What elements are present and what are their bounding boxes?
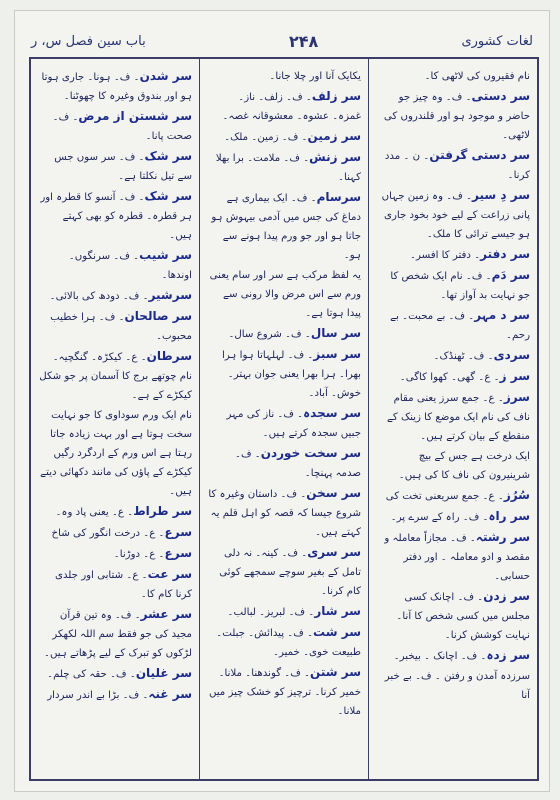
columns-container [31, 59, 537, 779]
column-right [369, 59, 537, 779]
dictionary-entry [376, 186, 530, 244]
entry-headword: سر رشتہ [475, 530, 530, 544]
entry-definition: نام ایک ورم سوداوی کا جو نہایت سخت ہوتا ہے اور بہت زیادہ جاتا رہتا ہے اس ورم کے اردگرد رگیں کیکڑے کے پاؤں کی مانند دکھائی دیتے ہیں۔ [40, 410, 192, 497]
entry-headword: سر د مہر [474, 308, 530, 322]
entry-headword: سرشیر [148, 288, 192, 302]
entry-headword: سر سبز [313, 347, 361, 361]
dictionary-entry [207, 543, 361, 601]
entry-definition: ۔ ف۔ وہ زمین جہاں پانی زراعت کے لیے خود بخود جاری ہو جیسے ترائی کا ملک۔ [381, 191, 530, 240]
entry-headword: سر سخن [306, 486, 361, 500]
entry-definition: ۔ ع۔ دوڑنا۔ [113, 549, 165, 560]
entry-definition: یہ لفظ مرکب ہے سر اور سام یعنی ورم سے اس مرض والا رونی سے پیدا ہوتا ہے۔ [209, 270, 361, 319]
entry-definition: ۔ دفتر کا افسر۔ [410, 250, 481, 261]
entry-headword: سر غنہ [148, 687, 192, 701]
dictionary-entry [207, 484, 361, 542]
column-middle [200, 59, 369, 779]
dictionary-entry [207, 324, 361, 344]
dictionary-entry [38, 523, 192, 543]
dictionary-entry [38, 565, 192, 604]
entry-headword: سر سخت خوردن [260, 446, 361, 460]
header-book-title: لغات کشوری [461, 33, 533, 49]
column-left [31, 59, 200, 779]
entry-headword: سر شستن از مرض [78, 109, 192, 123]
entry-definition: ۔ ف۔ اچانک ۔ بیخبر۔ [393, 651, 487, 662]
entry-definition: ۔ ع۔ گھی۔ کھوا کاگی۔ [399, 372, 500, 383]
entry-headword: سر عشر [140, 607, 192, 621]
entry-headword: سُرُز [503, 488, 530, 502]
dictionary-entry [376, 646, 530, 666]
dictionary-entry [38, 502, 192, 522]
entry-definition: ۔ ف۔ ایک بیماری ہے دماغ کی جس میں آدمی بیہوش ہو جاتا ہو اور جو ورم پیدا ہونے سے ہو۔ [211, 193, 361, 261]
entry-definition: ایک درخت ہے جس کے بیچ شرینیرون کی ناف کا کی ہیں۔ [398, 451, 530, 481]
dictionary-entry [38, 187, 192, 245]
entry-headword: سر زلف [311, 89, 361, 103]
dictionary-entry [207, 663, 361, 721]
entry-definition: ۔ ف۔ وہ تین قرآن مجید کی جو فقط سم اللہ لکھکر لڑکوں کو تبرک کے لیے پڑھاتے ہیں۔ [44, 610, 192, 659]
dictionary-entry [38, 664, 192, 684]
entry-definition: ۔ ف۔ صدمہ پہنچا۔ [234, 449, 361, 479]
dictionary-entry [207, 87, 361, 126]
entry-definition: ۔ ف۔ داستان وغیرہ کا شروع جیسا کہ قصہ کو اہل قلم یہ کہتے ہیں۔ [208, 489, 361, 538]
entry-headword: سر دِ سیر [472, 188, 530, 202]
entry-headword: سر عت [147, 567, 192, 581]
dictionary-entry [38, 406, 192, 501]
entry-definition: ۔ ف۔ اچانک کسی مجلس میں کسی شخص کا آنا۔ نہایت کوشش کرنا۔ [396, 592, 530, 641]
entry-headword: سر زمین [307, 129, 361, 143]
dictionary-entry [376, 67, 530, 86]
dictionary-entry [376, 346, 530, 366]
header-chapter-label: باب سین فصل س، ر [31, 33, 146, 49]
entry-definition: ۔ ن ۔ مدد کرنا۔ [384, 151, 530, 181]
entry-headword: سر شدن [139, 69, 192, 83]
entry-definition: ۔ ف۔ ہرا خطیب محبوب۔ [50, 312, 192, 342]
dictionary-entry [207, 623, 361, 662]
entry-definition: ۔ ف۔ ہونا۔ جاری ہوتا ہو اور بندوق وغیرہ کا چھوٹنا۔ [41, 72, 192, 102]
dictionary-entry [376, 266, 530, 305]
entry-definition: ۔ ف۔ صحت پانا۔ [52, 112, 192, 142]
entry-definition: ۔ ف۔ سرنگوں۔ اوندھا۔ [68, 251, 192, 281]
entry-definition: ۔ ف۔ آنسو کا قطرہ اور ہر قطرہ۔ قطرہ کو بھی کہتے ہیں۔ [40, 192, 192, 241]
entry-definition: ۔ ف۔ راہ کے سرے پر۔ [390, 512, 489, 523]
dictionary-entry [38, 307, 192, 346]
entry-headword: سر دستی [471, 89, 530, 103]
columns-frame [29, 57, 539, 781]
entry-definition: ۔ ع۔ شتابی اور جلدی کرنا کام کا۔ [54, 570, 192, 600]
dictionary-entry [207, 266, 361, 323]
entry-definition: ۔ ع۔ جمع سرز یعنی مقام ناف کی نام ایک موضع کا زینک کے منقطع کے بیان کرتے ہیں۔ [386, 393, 530, 442]
entry-headword: سرطان [146, 349, 192, 363]
dictionary-page [14, 10, 550, 792]
entry-definition: سرزدہ آمدن و رفتن ۔ ف۔ بے خبر آنا [384, 671, 530, 701]
dictionary-entry [376, 245, 530, 265]
entry-definition: ۔ ف۔ کینہ۔ نہ دلی تامل کے بغیر سوچے سمجھے کوئی کام کرنا۔ [219, 548, 361, 597]
entry-headword: سر شار [314, 604, 361, 618]
dictionary-entry [207, 444, 361, 483]
dictionary-entry [376, 667, 530, 705]
entry-headword: سر دستی گرفتن [429, 148, 530, 162]
entry-definition: ۔ ع۔ کیکڑہ۔ گنگچیہ۔ نام چوتھے برج کا آسمان پر جو شکل کیکڑے کے ہے۔ [39, 352, 192, 401]
entry-headword: سر ز [499, 369, 530, 383]
entry-headword: سر شک [144, 189, 192, 203]
entry-definition: ۔ ف۔ زلف۔ ناز۔ غمزہ۔ عشوہ۔ معشوقانہ غصہ۔ [222, 92, 361, 122]
entry-headword: سر شک [144, 149, 192, 163]
entry-definition: یکایک آنا اور چلا جانا۔ [269, 71, 361, 82]
entry-definition: ۔ ع۔ یعنی پاد وہ۔ [55, 507, 134, 518]
entry-headword: سر دفتر [480, 247, 530, 261]
entry-definition: ۔ ف۔ گوندھنا۔ ملانا۔ خمیر کرنا۔ ترچیز کو خشک چیز میں ملانا۔ [208, 668, 361, 717]
entry-definition: ۔ ع۔ جمع سریعنی تخت کی [385, 491, 504, 502]
entry-definition: ۔ ف۔ بے محبت۔ بے رحم۔ [390, 311, 530, 341]
dictionary-entry [376, 528, 530, 586]
dictionary-entry [38, 246, 192, 285]
dictionary-entry [207, 67, 361, 86]
entry-definition: ۔ ف۔ شروع سال۔ [228, 329, 311, 340]
dictionary-entry [207, 602, 361, 622]
entry-headword: سر طراط [133, 504, 192, 518]
entry-definition: ۔ ف۔ پیدائش۔ جبلت۔ طبیعت خوی۔ خمیر۔ [216, 628, 361, 658]
entry-definition: ۔ ف۔ وہ چیز جو حاضر و موجود ہو اور قلندروں کی لاٹھی۔ [383, 92, 530, 141]
entry-definition: ۔ ف۔ ملامت۔ برا بھلا کہنا۔ [215, 153, 361, 183]
entry-headword: سردی [493, 348, 530, 362]
entry-headword: سر سال [310, 326, 361, 340]
entry-headword: سر شت [313, 625, 361, 639]
page-header [31, 29, 533, 53]
dictionary-entry [207, 404, 361, 443]
entry-definition: ۔ ف۔ بڑا بے اندر سردار [47, 690, 149, 701]
dictionary-entry [38, 67, 192, 106]
entry-definition: ۔ ف۔ ٹھنڈک۔ [433, 351, 494, 362]
entry-headword: سر صالحان [124, 309, 192, 323]
entry-definition: ۔ ف۔ نام ایک شخص کا جو نہایت بد آواز تھا۔ [390, 271, 530, 301]
entry-headword: سر شتن [310, 665, 361, 679]
entry-headword: سر سری [307, 545, 361, 559]
entry-headword: سر زنش [309, 150, 361, 164]
entry-definition: ۔ ف۔ زمین۔ ملک۔ [224, 132, 308, 143]
dictionary-entry [207, 188, 361, 265]
entry-headword: سر زدن [483, 589, 530, 603]
entry-definition: ۔ ف۔ مجازاً معاملہ و مقصد و ادو معاملہ ۔ اور دفتر حسابی۔ [384, 533, 530, 582]
dictionary-entry [376, 486, 530, 506]
dictionary-entry [38, 107, 192, 146]
entry-headword: سرز [503, 390, 530, 404]
entry-headword: سر راہ [488, 509, 530, 523]
entry-definition: نام فقیروں کی لاٹھی کا۔ [424, 71, 530, 82]
dictionary-entry [207, 148, 361, 187]
entry-headword: سر زدہ [486, 648, 530, 662]
dictionary-entry [207, 345, 361, 403]
dictionary-entry [376, 587, 530, 645]
dictionary-entry [207, 127, 361, 147]
dictionary-entry [38, 685, 192, 705]
entry-headword: سر سجدہ [303, 406, 361, 420]
dictionary-entry [38, 605, 192, 663]
entry-definition: ۔ ف۔ دودھ کی بالائی۔ [49, 291, 149, 302]
entry-headword: سر غلیان [135, 666, 192, 680]
entry-headword: سر شیب [139, 248, 192, 262]
dictionary-entry [38, 286, 192, 306]
entry-definition: ۔ ف۔ حقہ کی چلم۔ [47, 669, 136, 680]
entry-headword: سر دَم [491, 268, 530, 282]
entry-headword: سرسام [316, 190, 361, 204]
entry-headword: سرع [164, 525, 192, 539]
entry-definition: ۔ ف۔ ناز کی مہر جبیں سجدہ کرتے ہیں۔ [226, 409, 361, 439]
entry-definition: ۔ ف۔ لبریز۔ لبالب۔ [227, 607, 315, 618]
entry-definition: ۔ ع۔ درخت انگور کی شاخ [51, 528, 165, 539]
dictionary-entry [376, 306, 530, 345]
dictionary-entry [376, 507, 530, 527]
dictionary-entry [38, 347, 192, 405]
entry-headword: سرع [164, 546, 192, 560]
dictionary-entry [376, 87, 530, 145]
entry-definition: ۔ ف۔ سر سوں جس سے تیل نکلتا ہے۔ [54, 152, 192, 182]
dictionary-entry [38, 147, 192, 186]
dictionary-entry [376, 388, 530, 446]
dictionary-entry [376, 447, 530, 485]
dictionary-entry [38, 544, 192, 564]
entry-definition: ۔ ف۔ لہلہاتا ہوا ہرا بھرا۔ ہرا بھرا یعنی جوان بہتر۔ خوش۔ آباد۔ [221, 350, 361, 399]
dictionary-entry [376, 146, 530, 185]
dictionary-entry [376, 367, 530, 387]
page-number: ۲۴۸ [288, 31, 319, 51]
